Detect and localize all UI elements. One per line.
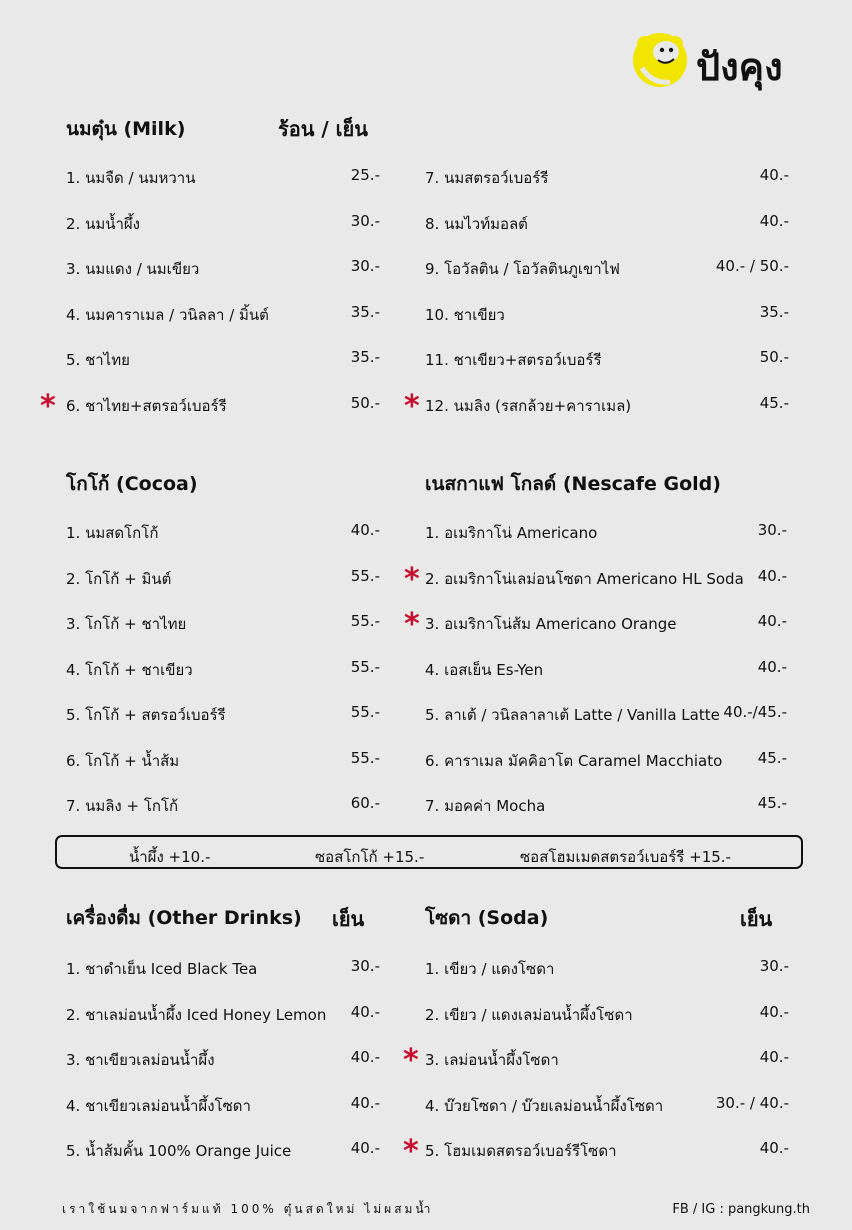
menu-item-price: 30.- xyxy=(350,957,380,975)
menu-item-name: 4. โกโก้ + ชาเขียว xyxy=(66,660,193,679)
menu-item-price: 25.- xyxy=(350,166,380,184)
addon-strawberry-sauce: ซอสโฮมเมดสตรอว์เบอร์รี +15.- xyxy=(520,848,731,866)
menu-item-name: 1. นมสดโกโก้ xyxy=(66,524,159,542)
menu-item-name: 2. อเมริกาโน่เลม่อนโซดา Americano HL Soda xyxy=(425,569,744,588)
menu-item-name: 7. นมลิง + โกโก้ xyxy=(66,797,179,815)
menu-item-name: 5. น้ำส้มคั้น 100% Orange Juice xyxy=(66,1142,292,1160)
menu-item-name: 2. ชาเลม่อนน้ำผึ้ง Iced Honey Lemon xyxy=(66,1005,327,1024)
menu-item-price: 40.- xyxy=(759,1002,789,1021)
recommended-star-icon: * xyxy=(40,388,56,424)
menu-item-name: 3. ชาเขียวเลม่อนน้ำผึ้ง xyxy=(66,1051,215,1069)
menu-item-price: 35.- xyxy=(759,302,789,321)
menu-item-price: 40.- xyxy=(350,1002,380,1021)
menu-item-name: 12. นมลิง (รสกล้วย+คาราเมล) xyxy=(425,396,632,415)
soda-section-title: โซดา (Soda) xyxy=(425,907,549,929)
menu-item-name: 5. โกโก้ + สตรอว์เบอร์รี xyxy=(66,706,226,724)
menu-item-name: 11. ชาเขียว+สตรอว์เบอร์รี xyxy=(425,351,602,369)
menu-item-price: 40.- xyxy=(757,566,787,585)
menu-item-price: 40.- xyxy=(757,657,787,676)
menu-item-name: 1. เขียว / แดงโซดา xyxy=(425,960,555,978)
brand-name: ปังคุง xyxy=(696,45,783,89)
menu-item-name: 1. ชาดำเย็น Iced Black Tea xyxy=(66,960,258,978)
menu-item-price: 40.- xyxy=(759,1139,789,1157)
menu-item-name: 4. ชาเขียวเลม่อนน้ำผึ้งโซดา xyxy=(66,1096,251,1115)
menu-item-price: 30.- xyxy=(350,211,380,230)
menu-item-name: 4. บ๊วยโซดา / บ๊วยเลม่อนน้ำผึ้งโซดา xyxy=(425,1096,664,1115)
menu-item-price: 40.- xyxy=(759,211,789,230)
menu-item-price: 30.- xyxy=(757,521,787,539)
menu-item-name: 1. อเมริกาโน่ Americano xyxy=(425,524,598,542)
menu-item-name: 7. นมสตรอว์เบอร์รี xyxy=(425,169,549,187)
menu-item-price: 40.- xyxy=(759,1048,789,1066)
nescafe-section-title: เนสกาแฟ โกลด์ (Nescafe Gold) xyxy=(425,473,721,495)
other-cold-header: เย็น xyxy=(332,907,365,931)
milk-section-title: นมตุ๋น (Milk) xyxy=(66,118,186,140)
menu-item-price: 30.- xyxy=(350,257,380,275)
menu-item-price: 60.- xyxy=(350,794,380,812)
monkey-logo-icon xyxy=(632,22,694,94)
menu-item-name: 5. ชาไทย xyxy=(66,351,130,369)
menu-item-price: 55.- xyxy=(350,657,380,676)
menu-item-name: 3. โกโก้ + ชาไทย xyxy=(66,615,187,633)
footer-social: FB / IG : pangkung.th xyxy=(672,1202,810,1217)
addon-honey: น้ำผึ้ง +10.- xyxy=(129,848,211,866)
menu-item-name: 6. โกโก้ + น้ำส้ม xyxy=(66,751,180,770)
menu-item-price: 40.- xyxy=(759,166,789,184)
menu-item-price: 55.- xyxy=(350,612,380,630)
menu-item-price: 45.- xyxy=(759,393,789,412)
menu-item-price: 45.- xyxy=(757,794,787,812)
menu-item-name: 4. นมคาราเมล / วนิลลา / มิ้นต์ xyxy=(66,305,269,324)
menu-item-name: 6. ชาไทย+สตรอว์เบอร์รี xyxy=(66,396,227,415)
brand-logo xyxy=(632,22,822,94)
milk-hot-cold-header: ร้อน / เย็น xyxy=(278,117,368,141)
menu-item-price: 35.- xyxy=(350,348,380,366)
recommended-star-icon: * xyxy=(404,388,420,424)
menu-item-price: 40.- xyxy=(350,1093,380,1112)
menu-item-price: 55.- xyxy=(350,703,380,721)
cocoa-section-title: โกโก้ (Cocoa) xyxy=(66,473,198,495)
menu-item-name: 6. คาราเมล มัคคิอาโต Caramel Macchiato xyxy=(425,751,723,770)
recommended-star-icon: * xyxy=(403,1043,419,1078)
footer-note: เราใช้นมจากฟาร์มแท้ 100% ตุ๋นสดใหม่ ไม่ผสมน้ำ xyxy=(62,1202,434,1216)
menu-item-name: 9. โอวัลติน / โอวัลตินภูเขาไฟ xyxy=(425,260,620,278)
menu-item-price: 40.- / 50.- xyxy=(715,257,789,275)
menu-item-name: 7. มอคค่า Mocha xyxy=(425,797,546,815)
menu-item-name: 8. นมไวท์มอลต์ xyxy=(425,214,528,233)
menu-item-name: 3. อเมริกาโน่ส้ม Americano Orange xyxy=(425,615,677,633)
menu-item-name: 2. นมน้ำผึ้ง xyxy=(66,214,141,233)
menu-item-name: 2. โกโก้ + มินต์ xyxy=(66,569,172,588)
menu-item-name: 2. เขียว / แดงเลม่อนน้ำผึ้งโซดา xyxy=(425,1005,633,1024)
menu-item-price: 40.-/45.- xyxy=(723,703,787,721)
menu-item-price: 40.- xyxy=(350,521,380,539)
menu-item-price: 50.- xyxy=(350,393,380,412)
addon-cocoa-sauce: ซอสโกโก้ +15.- xyxy=(315,848,425,866)
menu-item-name: 5. ลาเต้ / วนิลลาลาเต้ Latte / Vanilla Latte xyxy=(425,706,720,724)
soda-cold-header: เย็น xyxy=(740,907,773,931)
menu-item-price: 55.- xyxy=(350,566,380,585)
menu-item-name: 4. เอสเย็น Es-Yen xyxy=(425,660,544,679)
menu-item-price: 30.- / 40.- xyxy=(715,1093,789,1112)
menu-item-price: 40.- xyxy=(350,1048,380,1066)
addons-box xyxy=(55,835,803,869)
menu-item-price: 40.- xyxy=(350,1139,380,1157)
recommended-star-icon: * xyxy=(403,1134,419,1169)
menu-item-price: 35.- xyxy=(350,302,380,321)
menu-item-name: 3. นมแดง / นมเขียว xyxy=(66,260,200,278)
recommended-star-icon: * xyxy=(404,561,420,597)
menu-item-name: 5. โฮมเมดสตรอว์เบอร์รีโซดา xyxy=(425,1142,617,1160)
recommended-star-icon: * xyxy=(404,607,420,642)
menu-item-price: 30.- xyxy=(759,957,789,975)
menu-item-price: 55.- xyxy=(350,748,380,767)
menu-item-price: 45.- xyxy=(757,748,787,767)
menu-item-name: 10. ชาเขียว xyxy=(425,305,505,324)
menu-item-name: 3. เลม่อนน้ำผึ้งโซดา xyxy=(425,1051,559,1069)
menu-item-price: 50.- xyxy=(759,348,789,366)
menu-item-price: 40.- xyxy=(757,612,787,630)
other-drinks-section-title: เครื่องดื่ม (Other Drinks) xyxy=(66,907,302,929)
menu-item-name: 1. นมจืด / นมหวาน xyxy=(66,169,196,187)
